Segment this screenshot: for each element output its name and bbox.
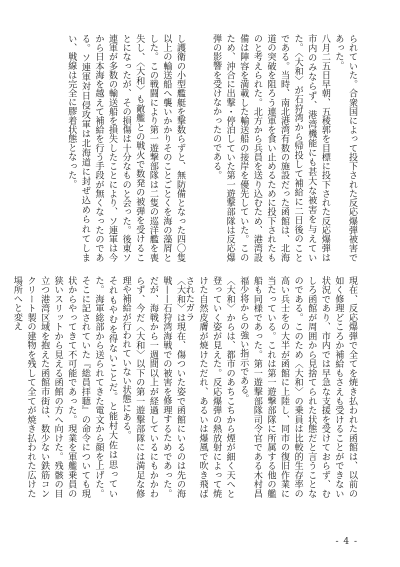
paragraph: 八月二五日早朝、五稜郭を目標に投下された反応爆弾は市内のみならず、港湾機能にも甚大な被害を与えていた。〈大和〉が石狩湾から帰投して補給に二日後のことである。当時、南北港湾有数の施設だった函館は、北海道の突破を阻ろう連軍を食い止めるために投下されたものと考えられた。北方から兵員を送り込むため、港湾設備は陣容を満載した輸送船の接岸を優先していた。このため、沖合に出撃・停泊していた第一遊撃部隊は反応爆弾の影響を受けなかったのである。 (211, 34, 330, 262)
text-column-bottom-left (11, 276, 186, 498)
page-number: - 4 - (335, 537, 358, 547)
text-column-top-right (212, 34, 358, 262)
paragraph: 〈大和〉は現在、傷ついた姿で函館にいるのは先の海戦——石狩湾海戦での被害を修理するためであった。だが、海戦から一週間以上が経過しているにもかかわらず、今だ〈大和〉以下の第一遊撃部隊には満足な修理や補給が行われていない状態にある。 (120, 276, 185, 498)
paragraph: それもやむを得ないことだ。と能村大佐は思っていた。海軍総部から送られてきた電文から顔を上げた。そこに記されていた『総員拝聴』の命令についても現状からやってきて不可能であった。現業を軍艦乗員の狭いスリットから見える函館の方へ向けた。残骸の目立つ港湾区域を抱えた函館市街は、数少ない鉄筋コンクリート製の建物を残して全てが焼き払われた広けた場所へと変え (11, 276, 118, 498)
text-column-top-left (40, 34, 186, 262)
paragraph: 現在、反応爆弾で全てを焼き払われた函館は、以前の如く修理どころか補給もさえも受けることができない状況であり、市内では早急な支援を受けておらず、むしろ函館が周囲から見捨てられた状態だと言うことなのである。このため〈大和〉の乗員は比較的生存率の高い兵士をの大半が函館に上陸し、同市の復旧作業に当たっている。これは第一遊撃部隊に所属する他の艦船も同様であった。第一遊撃部隊司令官である木村昌福少将からの強い指示である。 (238, 276, 357, 498)
text-column-bottom-right (183, 276, 358, 498)
paragraph: 〈大和〉からは、都市のあちこちから煙が細く天へと登っていく姿が見えた。反応爆弾の熱放射によって焼けた自然皮膚が焼けただれ、あるいは爆風で吹き飛ばされたガラ (183, 276, 235, 498)
paragraph: られていた。合衆国によって投下された反応爆弾被害であった。 (333, 34, 357, 262)
paragraph: し護衛の小型艦艇を撃数らずと、無防備となった四〇隻以上の輸送船へ襲いかかりそのことごとくを海の藻屑とした。この戦闘により第一遊撃部隊は二隻の巡洋艦を喪失し、〈大和〉も敵艦との戦火で数発の被弾を受けることになったが、その損傷は十分なものと会った。後東ソ連軍が多数の輸送船を損失したことにより、ソ連軍は今から日本海を越えて補給を行う手段が無くなったのである。ソ連軍対日侵攻軍は北海道に封ぜ込められてしまい、戦線は完全に膠着状態となった。 (66, 34, 185, 262)
